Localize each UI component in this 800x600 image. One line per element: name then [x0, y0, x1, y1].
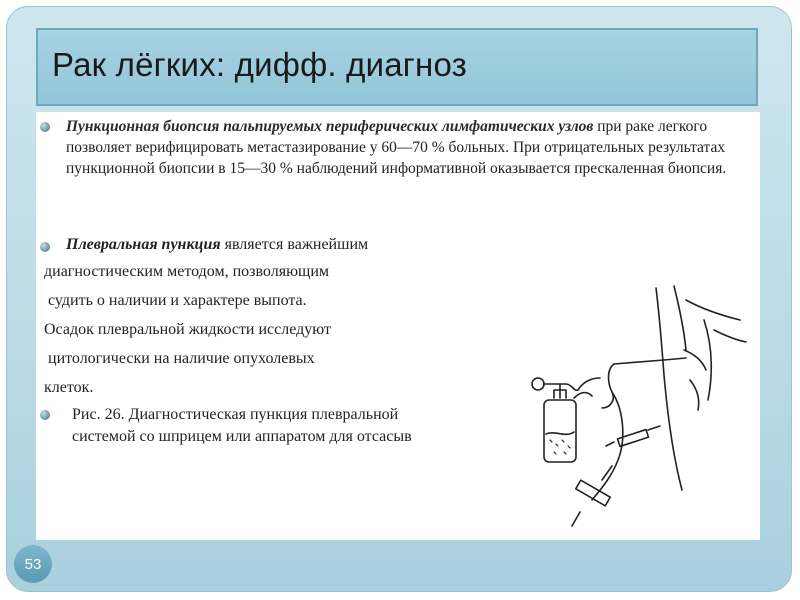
- paragraph-lymph-biopsy: [66, 116, 750, 179]
- paragraph-lymph-biopsy-text: при раке легкого позволяет верифицировать метастазирование у 60—70 % больных. При отрицательных результатах пункционной биопсии в 15—30 % наблюдений информативной оказывается прескаленная биопсия.: [66, 118, 727, 177]
- bullet-icon: [40, 122, 50, 132]
- page-number-badge: [14, 545, 52, 583]
- page-number: 53: [24, 555, 42, 573]
- title-bar: [36, 28, 758, 106]
- pleural-puncture-illustration: [514, 280, 754, 530]
- pleural-line-2: диагностическим методом, позволяющим: [44, 263, 330, 280]
- pleural-line-6: клеток.: [44, 379, 94, 396]
- bullet-icon: [40, 410, 50, 420]
- figure-caption-line-1: Рис. 26. Диагностическая пункция плевральной: [72, 406, 399, 423]
- pleural-line-1: [66, 236, 368, 254]
- pleural-line-1-text: является важнейшим: [220, 236, 369, 253]
- paragraph-lymph-biopsy-lead: Пункционная биопсия пальпируемых периферических лимфатических узлов: [66, 118, 594, 135]
- bullet-icon: [40, 242, 50, 252]
- figure-caption-line-2: системой со шприцем или аппаратом для отсасыв: [72, 428, 412, 445]
- content-panel: [36, 112, 760, 540]
- figure-caption: [72, 404, 508, 448]
- pleural-line-5: цитологически на наличие опухолевых: [48, 350, 315, 367]
- pleural-line-3: судить о наличии и характере выпота.: [48, 292, 307, 309]
- slide-title: Рак лёгких: дифф. диагноз: [52, 46, 467, 83]
- pleural-line-4: Осадок плевральной жидкости исследуют: [44, 321, 332, 338]
- pleural-puncture-lead: Плевральная пункция: [66, 236, 221, 253]
